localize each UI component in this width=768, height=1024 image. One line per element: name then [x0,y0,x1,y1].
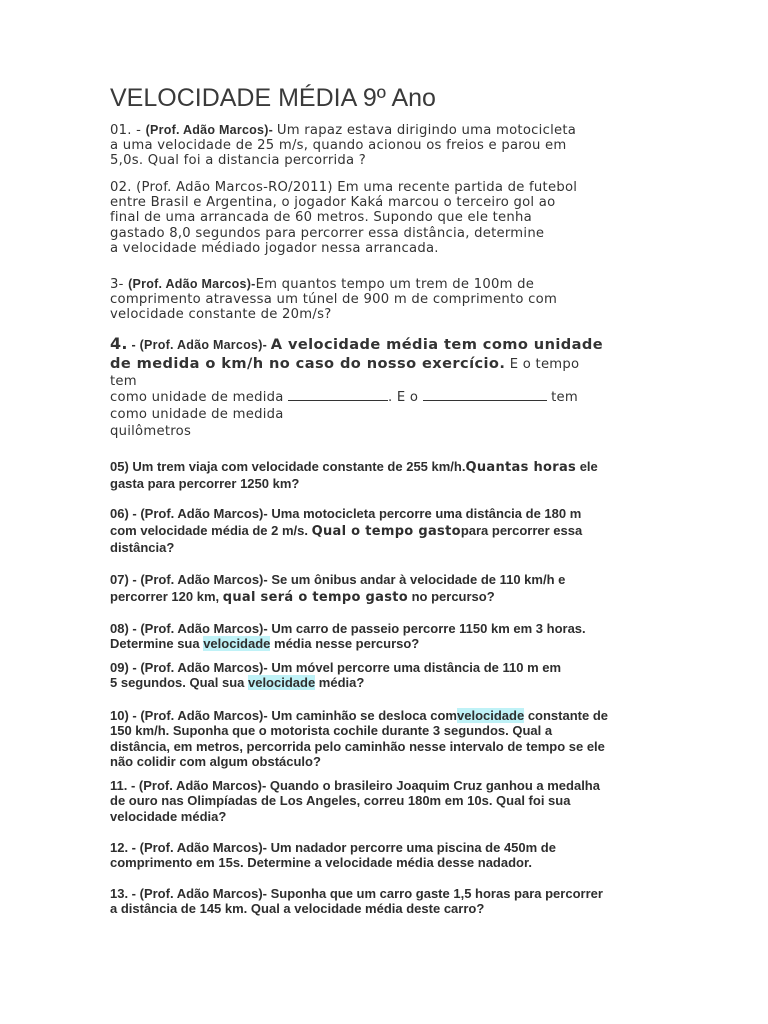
highlight-velocidade: velocidade [203,636,271,652]
question-7: 07) - (Prof. Adão Marcos)- Se um ônibus andar à velocidade de 110 km/h e percorrer 120 km, qual será o tempo gasto no percurso? [110,572,566,605]
answer-blank-time[interactable] [288,389,388,401]
question-1: 01. - (Prof. Adão Marcos)- Um rapaz estava dirigindo uma motocicleta a uma velocidade de 25 m/s, quando acionou os freios e parou em 5,0s. Qual foi a distancia percorrida ? [110,123,577,169]
question-11: 11. - (Prof. Adão Marcos)- Quando o brasileiro Joaquim Cruz ganhou a medalha de ouro nas Olimpíadas de Los Angeles, correu 180m em 10s. Qual foi sua velocidade média? [110,778,600,824]
question-13: 13. - (Prof. Adão Marcos)- Suponha que um carro gaste 1,5 horas para percorrer a distância de 145 km. Qual a velocidade média deste carro? [110,886,603,917]
question-4: 4. - (Prof. Adão Marcos)- A velocidade média tem como unidade de medida o km/h no caso do nosso exercício. E o tempo tem como unidade de medida . E o tem como unidade de medida quilômetros [110,334,604,440]
highlight-velocidade: velocidade [457,708,525,723]
question-2: 02. (Prof. Adão Marcos-RO/2011) Em uma recente partida de futebol entre Brasil e Argentina, o jogador Kaká marcou o terceiro gol ao final de uma arrancada de 60 metros. Supondo que ele tenha gastado 8,0 segundos para percorrer essa distância, determine a velocidade médiado jogador nessa arrancada. [110,180,578,256]
question-10: 10) - (Prof. Adão Marcos)- Um caminhão se desloca comvelocidade constante de 150 km/h. Suponha que o motorista cochile durante 3 segundos. Qual a distância, em metros, percorrida pelo caminhão nesse intervalo de tempo se ele não colidir com algum obstáculo? [110,708,608,770]
highlight-velocidade: velocidade [247,675,316,691]
question-12: 12. - (Prof. Adão Marcos)- Um nadador percorre uma piscina de 450m de comprimento em 15s. Determine a velocidade média desse nadador. [110,840,556,871]
question-3: 3- (Prof. Adão Marcos)-Em quantos tempo um trem de 100m de comprimento atravessa um túnel de 900 m de comprimento com velocidade constante de 20m/s? [110,277,558,323]
answer-blank-distance[interactable] [423,389,547,401]
question-9: 09) - (Prof. Adão Marcos)- Um móvel percorre uma distância de 110 m em 5 segundos. Qual sua velocidade média? [110,660,562,691]
page-title: VELOCIDADE MÉDIA 9º Ano [110,84,436,112]
question-8: 08) - (Prof. Adão Marcos)- Um carro de passeio percorre 1150 km em 3 horas. Determine sua velocidade média nesse percurso? [110,621,586,652]
question-6: 06) - (Prof. Adão Marcos)- Uma motocicleta percorre uma distância de 180 m com velocidade média de 2 m/s. Qual o tempo gastopara percorrer essa distância? [110,506,583,555]
question-5: 05) Um trem viaja com velocidade constante de 255 km/h.Quantas horas ele gasta para percorrer 1250 km? [110,459,598,491]
